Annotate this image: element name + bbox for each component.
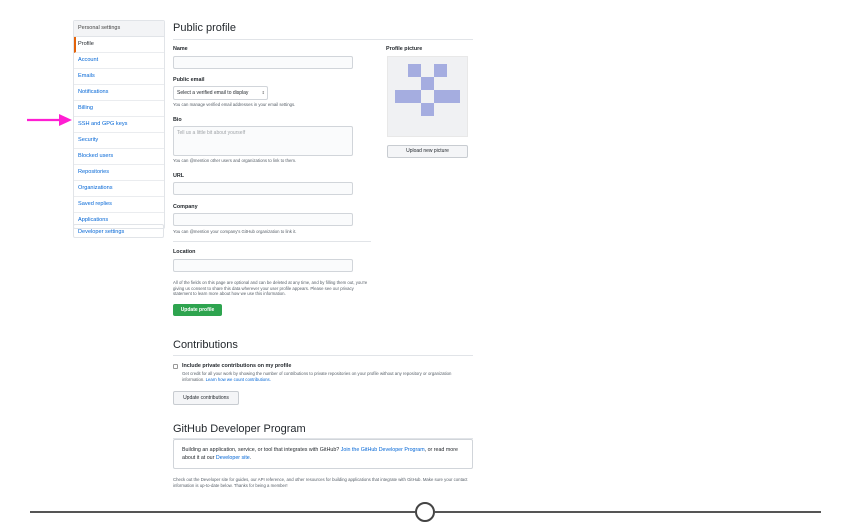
update-profile-button[interactable]: Update profile	[173, 304, 222, 316]
upload-picture-button[interactable]: Upload new picture	[387, 145, 468, 158]
url-input[interactable]	[173, 182, 353, 195]
title-divider	[173, 39, 473, 40]
private-contributions-checkbox[interactable]	[173, 364, 178, 369]
avatar	[387, 56, 468, 137]
learn-count-link[interactable]: Learn how we count contributions.	[205, 376, 271, 382]
company-divider	[173, 241, 371, 242]
update-contributions-button[interactable]: Update contributions	[173, 391, 239, 405]
public-email-label: Public email	[173, 77, 205, 83]
company-note: You can @mention your company's GitHub organization to link it.	[173, 229, 297, 234]
contributions-note-text: Get credit for all your work by showing the number of contributions to private repositories on your profile without any repository or organization information.	[182, 371, 452, 382]
contributions-divider	[173, 355, 473, 356]
location-label: Location	[173, 249, 196, 255]
bio-label: Bio	[173, 117, 182, 123]
identicon-icon	[388, 57, 467, 136]
public-email-select[interactable]	[173, 86, 268, 100]
developer-program-title: GitHub Developer Program	[173, 423, 306, 435]
name-input[interactable]	[173, 56, 353, 69]
developer-box-text-3: .	[249, 455, 252, 461]
developer-box-text-1: Building an application, service, or tool that integrates with GitHub?	[182, 447, 340, 453]
privacy-disclaimer: All of the fields on this page are optional and can be deleted at any time, and by filling them out, you're giving us consent to share this data wherever your user profile appears. Please see our privacy statement to learn more about how we use this information.	[173, 280, 368, 296]
pointer-arrow-icon	[25, 113, 73, 127]
sidebar-item-security[interactable]: Security	[74, 133, 164, 149]
sidebar-item-applications[interactable]: Applications	[78, 217, 109, 223]
sidebar-item-blocked-users[interactable]: Blocked users	[74, 149, 164, 165]
sidebar-item-account[interactable]: Account	[74, 53, 164, 69]
sidebar-item-saved-replies[interactable]: Saved replies	[74, 197, 164, 213]
bio-note: You can @mention other users and organizations to link to them.	[173, 158, 297, 163]
sidebar-item-organizations[interactable]: Organizations	[74, 181, 164, 197]
public-email-select-value: Select a verified email to display	[177, 90, 249, 96]
timeline-line-left	[30, 511, 415, 513]
developer-footer-note: Check out the Developer site for guides, our API reference, and other resources for building applications that integrate with GitHub. Make sure your contact information is up-to-date below. Thanks for being a member!	[173, 477, 468, 488]
settings-sidebar	[73, 20, 165, 229]
sidebar-item-notifications[interactable]: Notifications	[74, 85, 164, 101]
sidebar-header: Personal settings	[74, 21, 164, 37]
join-developer-program-link[interactable]: Join the GitHub Developer Program	[340, 447, 425, 453]
url-label: URL	[173, 173, 185, 179]
sidebar-item-billing[interactable]: Billing	[74, 101, 164, 117]
bio-textarea[interactable]	[173, 126, 353, 156]
email-note: You can manage verified email addresses in your email settings.	[173, 102, 296, 107]
profile-picture-label: Profile picture	[386, 46, 423, 52]
sidebar-item-developer-settings[interactable]: Developer settings	[73, 224, 164, 238]
name-label: Name	[173, 46, 188, 52]
private-contributions-note	[182, 371, 472, 382]
sidebar-item-ssh-gpg-keys[interactable]: SSH and GPG keys	[74, 117, 164, 133]
company-input[interactable]	[173, 213, 353, 226]
page-title: Public profile	[173, 22, 236, 34]
bio-placeholder: Tell us a little bit about yourself	[177, 130, 246, 136]
developer-box-text-2: , or read more about it at our	[182, 447, 458, 461]
chevron-updown-icon: ⇕	[261, 90, 265, 95]
timeline-line-right	[435, 511, 821, 513]
contributions-title: Contributions	[173, 339, 238, 351]
private-contributions-label: Include private contributions on my profile	[182, 363, 292, 369]
developer-site-link[interactable]: Developer site	[215, 455, 250, 461]
location-input[interactable]	[173, 259, 353, 272]
sidebar-item-profile[interactable]: Profile	[74, 37, 164, 53]
timeline-scrubber-handle[interactable]	[415, 502, 435, 522]
developer-program-box	[173, 439, 473, 469]
company-label: Company	[173, 204, 198, 210]
sidebar-item-repositories[interactable]: Repositories	[74, 165, 164, 181]
sidebar-item-emails[interactable]: Emails	[74, 69, 164, 85]
